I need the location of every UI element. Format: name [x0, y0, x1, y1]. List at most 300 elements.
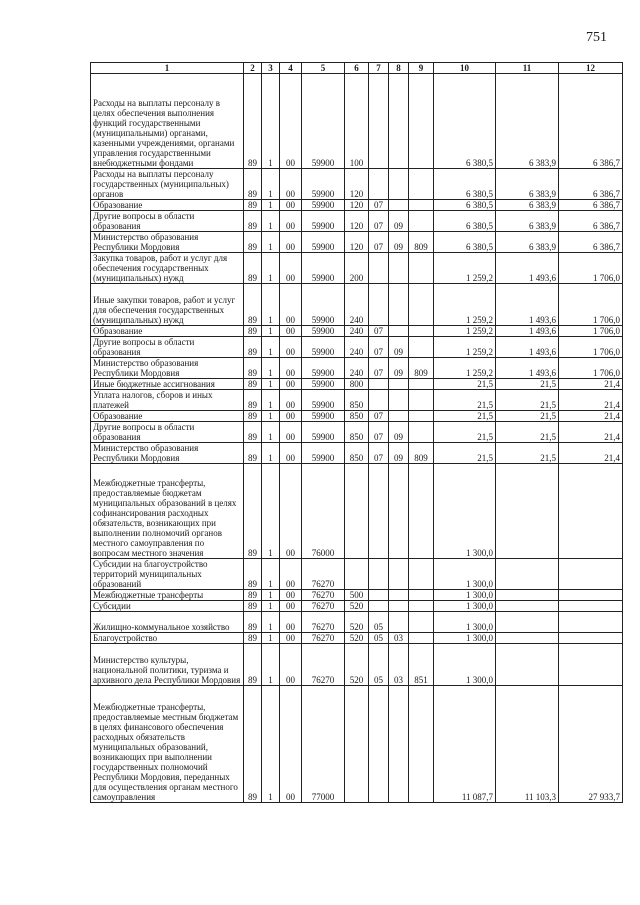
value-cell-col-11: 11 103,3 — [496, 686, 559, 803]
row-name-cell: Уплата налогов, сборов и иных платежей — [91, 390, 244, 411]
value-cell-col-7: 05 — [369, 633, 389, 644]
value-cell-col-2: 89 — [244, 633, 262, 644]
value-cell-col-10: 21,5 — [434, 379, 496, 390]
value-cell-col-12: 21,4 — [559, 390, 623, 411]
value-cell-col-7: 07 — [369, 337, 389, 358]
value-cell-col-6: 120 — [345, 232, 369, 253]
value-cell-col-2: 89 — [244, 390, 262, 411]
value-cell-col-6: 500 — [345, 590, 369, 601]
value-cell-col-3: 1 — [262, 169, 280, 200]
value-cell-col-12: 1 706,0 — [559, 337, 623, 358]
value-cell-col-6: 520 — [345, 644, 369, 686]
value-cell-col-4: 00 — [280, 390, 302, 411]
value-cell-col-3: 1 — [262, 379, 280, 390]
column-header-6: 6 — [345, 63, 369, 74]
value-cell-col-7: 05 — [369, 612, 389, 633]
row-name-cell: Расходы на выплаты персоналу в целях обеспечения выполнения функций государственными (муниципальными) органами, казенными учреждениями, органами управления государственными внебюджетными фондами — [91, 74, 244, 169]
row-name-cell: Образование — [91, 326, 244, 337]
value-cell-col-8 — [389, 601, 409, 612]
value-cell-col-5: 59900 — [302, 390, 345, 411]
column-header-9: 9 — [409, 63, 434, 74]
value-cell-col-3: 1 — [262, 443, 280, 464]
column-header-5: 5 — [302, 63, 345, 74]
value-cell-col-3: 1 — [262, 644, 280, 686]
value-cell-col-12 — [559, 590, 623, 601]
value-cell-col-8 — [389, 686, 409, 803]
value-cell-col-11 — [496, 559, 559, 590]
row-name-cell: Министерство образования Республики Мордовия — [91, 443, 244, 464]
value-cell-col-11: 6 383,9 — [496, 74, 559, 169]
value-cell-col-9 — [409, 559, 434, 590]
value-cell-col-5: 59900 — [302, 74, 345, 169]
table-row — [91, 559, 623, 590]
value-cell-col-3: 1 — [262, 326, 280, 337]
value-cell-col-3: 1 — [262, 601, 280, 612]
value-cell-col-7: 07 — [369, 232, 389, 253]
value-cell-col-6: 850 — [345, 422, 369, 443]
value-cell-col-5: 76270 — [302, 590, 345, 601]
row-name-cell: Иные закупки товаров, работ и услуг для обеспечения государственных (муниципальных) нужд — [91, 284, 244, 326]
value-cell-col-8 — [389, 379, 409, 390]
value-cell-col-2: 89 — [244, 464, 262, 559]
value-cell-col-4: 00 — [280, 633, 302, 644]
value-cell-col-7 — [369, 169, 389, 200]
value-cell-col-8 — [389, 612, 409, 633]
value-cell-col-3: 1 — [262, 612, 280, 633]
row-name-cell: Образование — [91, 200, 244, 211]
value-cell-col-7 — [369, 590, 389, 601]
value-cell-col-12: 6 386,7 — [559, 232, 623, 253]
value-cell-col-10: 1 259,2 — [434, 284, 496, 326]
page-number: 751 — [586, 30, 607, 45]
value-cell-col-11: 1 493,6 — [496, 284, 559, 326]
value-cell-col-8 — [389, 590, 409, 601]
row-name-cell: Субсидии — [91, 601, 244, 612]
value-cell-col-2: 89 — [244, 169, 262, 200]
value-cell-col-6: 850 — [345, 411, 369, 422]
value-cell-col-8 — [389, 411, 409, 422]
value-cell-col-5: 76270 — [302, 559, 345, 590]
table-row — [91, 411, 623, 422]
table-row — [91, 443, 623, 464]
value-cell-col-7: 07 — [369, 211, 389, 232]
value-cell-col-7: 07 — [369, 326, 389, 337]
value-cell-col-6: 240 — [345, 326, 369, 337]
table-row — [91, 284, 623, 326]
value-cell-col-9 — [409, 284, 434, 326]
value-cell-col-9 — [409, 633, 434, 644]
value-cell-col-7: 07 — [369, 200, 389, 211]
value-cell-col-7: 07 — [369, 411, 389, 422]
value-cell-col-4: 00 — [280, 422, 302, 443]
value-cell-col-5: 76000 — [302, 464, 345, 559]
value-cell-col-11 — [496, 601, 559, 612]
value-cell-col-5: 59900 — [302, 358, 345, 379]
value-cell-col-6: 120 — [345, 200, 369, 211]
value-cell-col-6: 200 — [345, 253, 369, 284]
value-cell-col-2: 89 — [244, 358, 262, 379]
value-cell-col-12: 1 706,0 — [559, 358, 623, 379]
value-cell-col-9 — [409, 337, 434, 358]
value-cell-col-3: 1 — [262, 390, 280, 411]
value-cell-col-6: 520 — [345, 633, 369, 644]
value-cell-col-9 — [409, 411, 434, 422]
value-cell-col-9 — [409, 326, 434, 337]
value-cell-col-4: 00 — [280, 232, 302, 253]
value-cell-col-5: 59900 — [302, 211, 345, 232]
table-row — [91, 232, 623, 253]
value-cell-col-6: 240 — [345, 284, 369, 326]
value-cell-col-3: 1 — [262, 200, 280, 211]
value-cell-col-10: 11 087,7 — [434, 686, 496, 803]
value-cell-col-2: 89 — [244, 644, 262, 686]
value-cell-col-2: 89 — [244, 232, 262, 253]
value-cell-col-2: 89 — [244, 686, 262, 803]
value-cell-col-3: 1 — [262, 464, 280, 559]
value-cell-col-11: 21,5 — [496, 379, 559, 390]
value-cell-col-8: 09 — [389, 211, 409, 232]
column-header-7: 7 — [369, 63, 389, 74]
value-cell-col-11: 1 493,6 — [496, 358, 559, 379]
column-header-8: 8 — [389, 63, 409, 74]
value-cell-col-8: 03 — [389, 633, 409, 644]
value-cell-col-9: 809 — [409, 358, 434, 379]
value-cell-col-12: 21,4 — [559, 411, 623, 422]
column-header-3: 3 — [262, 63, 280, 74]
value-cell-col-2: 89 — [244, 326, 262, 337]
value-cell-col-7: 05 — [369, 644, 389, 686]
value-cell-col-9 — [409, 390, 434, 411]
value-cell-col-6: 520 — [345, 601, 369, 612]
value-cell-col-10: 6 380,5 — [434, 169, 496, 200]
value-cell-col-3: 1 — [262, 337, 280, 358]
row-name-cell: Межбюджетные трансферты, предоставляемые бюджетам муниципальных образований в целях софинансирования расходных обязательств, возникающих при выполнении полномочий органов местного самоуправления по вопросам местного значения — [91, 464, 244, 559]
value-cell-col-4: 00 — [280, 284, 302, 326]
value-cell-col-5: 59900 — [302, 379, 345, 390]
table-body — [91, 74, 623, 803]
value-cell-col-2: 89 — [244, 590, 262, 601]
value-cell-col-10: 6 380,5 — [434, 200, 496, 211]
value-cell-col-3: 1 — [262, 211, 280, 232]
value-cell-col-10: 6 380,5 — [434, 211, 496, 232]
row-name-cell: Межбюджетные трансферты — [91, 590, 244, 601]
value-cell-col-4: 00 — [280, 612, 302, 633]
table-row — [91, 211, 623, 232]
value-cell-col-7 — [369, 74, 389, 169]
value-cell-col-6: 240 — [345, 358, 369, 379]
row-name-cell: Межбюджетные трансферты, предоставляемые местным бюджетам в целях финансового обеспечения расходных обязательств муниципальных образований, возникающих при выполнении государственных полномочий Республики Мордовия, переданных для осуществления органам местного самоуправления — [91, 686, 244, 803]
value-cell-col-10: 1 259,2 — [434, 326, 496, 337]
value-cell-col-5: 59900 — [302, 443, 345, 464]
value-cell-col-8 — [389, 390, 409, 411]
value-cell-col-12: 6 386,7 — [559, 169, 623, 200]
table-row — [91, 74, 623, 169]
value-cell-col-10: 1 259,2 — [434, 358, 496, 379]
value-cell-col-4: 00 — [280, 253, 302, 284]
value-cell-col-12: 1 706,0 — [559, 253, 623, 284]
table-row — [91, 633, 623, 644]
value-cell-col-4: 00 — [280, 74, 302, 169]
column-header-12: 12 — [559, 63, 623, 74]
value-cell-col-3: 1 — [262, 590, 280, 601]
value-cell-col-9 — [409, 464, 434, 559]
value-cell-col-10: 1 300,0 — [434, 559, 496, 590]
value-cell-col-7 — [369, 686, 389, 803]
value-cell-col-10: 1 300,0 — [434, 644, 496, 686]
value-cell-col-5: 59900 — [302, 284, 345, 326]
value-cell-col-8: 03 — [389, 644, 409, 686]
value-cell-col-12: 21,4 — [559, 443, 623, 464]
value-cell-col-11: 21,5 — [496, 443, 559, 464]
value-cell-col-10: 21,5 — [434, 422, 496, 443]
table-row — [91, 590, 623, 601]
value-cell-col-5: 59900 — [302, 232, 345, 253]
value-cell-col-7 — [369, 559, 389, 590]
value-cell-col-10: 1 300,0 — [434, 633, 496, 644]
value-cell-col-7: 07 — [369, 422, 389, 443]
value-cell-col-12: 27 933,7 — [559, 686, 623, 803]
value-cell-col-2: 89 — [244, 443, 262, 464]
value-cell-col-11: 6 383,9 — [496, 211, 559, 232]
table-row — [91, 644, 623, 686]
value-cell-col-9 — [409, 211, 434, 232]
value-cell-col-5: 59900 — [302, 337, 345, 358]
value-cell-col-4: 00 — [280, 326, 302, 337]
value-cell-col-9 — [409, 74, 434, 169]
value-cell-col-6: 520 — [345, 612, 369, 633]
table-row — [91, 464, 623, 559]
value-cell-col-3: 1 — [262, 633, 280, 644]
budget-table — [90, 62, 623, 803]
value-cell-col-9 — [409, 612, 434, 633]
value-cell-col-9: 851 — [409, 644, 434, 686]
value-cell-col-4: 00 — [280, 559, 302, 590]
value-cell-col-10: 1 300,0 — [434, 464, 496, 559]
value-cell-col-10: 1 259,2 — [434, 337, 496, 358]
value-cell-col-12 — [559, 559, 623, 590]
value-cell-col-4: 00 — [280, 443, 302, 464]
value-cell-col-2: 89 — [244, 74, 262, 169]
value-cell-col-6 — [345, 686, 369, 803]
value-cell-col-3: 1 — [262, 284, 280, 326]
value-cell-col-7: 07 — [369, 443, 389, 464]
value-cell-col-7 — [369, 253, 389, 284]
value-cell-col-11: 6 383,9 — [496, 169, 559, 200]
value-cell-col-12 — [559, 644, 623, 686]
value-cell-col-11 — [496, 590, 559, 601]
value-cell-col-7 — [369, 390, 389, 411]
value-cell-col-6: 800 — [345, 379, 369, 390]
value-cell-col-11: 21,5 — [496, 390, 559, 411]
value-cell-col-2: 89 — [244, 612, 262, 633]
value-cell-col-12: 6 386,7 — [559, 200, 623, 211]
value-cell-col-3: 1 — [262, 411, 280, 422]
value-cell-col-4: 00 — [280, 590, 302, 601]
value-cell-col-5: 59900 — [302, 411, 345, 422]
table-row — [91, 253, 623, 284]
value-cell-col-6 — [345, 464, 369, 559]
value-cell-col-3: 1 — [262, 358, 280, 379]
table-row — [91, 358, 623, 379]
table-row — [91, 169, 623, 200]
value-cell-col-7 — [369, 601, 389, 612]
value-cell-col-8: 09 — [389, 232, 409, 253]
value-cell-col-12: 6 386,7 — [559, 74, 623, 169]
value-cell-col-5: 59900 — [302, 200, 345, 211]
value-cell-col-8: 09 — [389, 358, 409, 379]
value-cell-col-11: 21,5 — [496, 411, 559, 422]
row-name-cell: Жилищно-коммунальное хозяйство — [91, 612, 244, 633]
row-name-cell: Другие вопросы в области образования — [91, 337, 244, 358]
value-cell-col-10: 6 380,5 — [434, 74, 496, 169]
value-cell-col-8 — [389, 74, 409, 169]
value-cell-col-5: 59900 — [302, 169, 345, 200]
value-cell-col-2: 89 — [244, 284, 262, 326]
value-cell-col-9 — [409, 379, 434, 390]
value-cell-col-9 — [409, 169, 434, 200]
value-cell-col-8: 09 — [389, 337, 409, 358]
value-cell-col-8 — [389, 559, 409, 590]
value-cell-col-3: 1 — [262, 422, 280, 443]
table-row — [91, 337, 623, 358]
row-name-cell: Иные бюджетные ассигнования — [91, 379, 244, 390]
value-cell-col-8: 09 — [389, 443, 409, 464]
value-cell-col-11: 1 493,6 — [496, 253, 559, 284]
value-cell-col-11: 1 493,6 — [496, 337, 559, 358]
value-cell-col-8 — [389, 464, 409, 559]
value-cell-col-12 — [559, 601, 623, 612]
value-cell-col-2: 89 — [244, 337, 262, 358]
value-cell-col-11 — [496, 633, 559, 644]
row-name-cell: Благоустройство — [91, 633, 244, 644]
column-header-2: 2 — [244, 63, 262, 74]
value-cell-col-6: 100 — [345, 74, 369, 169]
value-cell-col-8 — [389, 326, 409, 337]
table-row — [91, 686, 623, 803]
value-cell-col-12: 6 386,7 — [559, 211, 623, 232]
table-row — [91, 612, 623, 633]
value-cell-col-2: 89 — [244, 411, 262, 422]
row-name-cell: Другие вопросы в области образования — [91, 422, 244, 443]
value-cell-col-2: 89 — [244, 211, 262, 232]
value-cell-col-5: 76270 — [302, 644, 345, 686]
value-cell-col-10: 1 259,2 — [434, 253, 496, 284]
value-cell-col-7: 07 — [369, 358, 389, 379]
value-cell-col-7 — [369, 284, 389, 326]
column-header-4: 4 — [280, 63, 302, 74]
value-cell-col-2: 89 — [244, 422, 262, 443]
value-cell-col-11: 1 493,6 — [496, 326, 559, 337]
value-cell-col-2: 89 — [244, 601, 262, 612]
value-cell-col-10: 1 300,0 — [434, 612, 496, 633]
value-cell-col-3: 1 — [262, 559, 280, 590]
value-cell-col-12 — [559, 612, 623, 633]
value-cell-col-3: 1 — [262, 686, 280, 803]
table-row — [91, 326, 623, 337]
value-cell-col-6: 850 — [345, 390, 369, 411]
row-name-cell: Субсидии на благоустройство территорий муниципальных образований — [91, 559, 244, 590]
value-cell-col-9 — [409, 200, 434, 211]
value-cell-col-8 — [389, 284, 409, 326]
value-cell-col-9 — [409, 253, 434, 284]
value-cell-col-12: 21,4 — [559, 379, 623, 390]
row-name-cell: Министерство образования Республики Мордовия — [91, 232, 244, 253]
value-cell-col-4: 00 — [280, 379, 302, 390]
column-header-11: 11 — [496, 63, 559, 74]
value-cell-col-4: 00 — [280, 686, 302, 803]
value-cell-col-2: 89 — [244, 379, 262, 390]
value-cell-col-6: 850 — [345, 443, 369, 464]
value-cell-col-2: 89 — [244, 200, 262, 211]
row-name-cell: Другие вопросы в области образования — [91, 211, 244, 232]
value-cell-col-4: 00 — [280, 169, 302, 200]
table-row — [91, 422, 623, 443]
value-cell-col-4: 00 — [280, 411, 302, 422]
value-cell-col-8 — [389, 169, 409, 200]
value-cell-col-8: 09 — [389, 422, 409, 443]
value-cell-col-9 — [409, 422, 434, 443]
value-cell-col-6: 120 — [345, 169, 369, 200]
row-name-cell: Министерство образования Республики Мордовия — [91, 358, 244, 379]
value-cell-col-9 — [409, 601, 434, 612]
value-cell-col-5: 76270 — [302, 601, 345, 612]
value-cell-col-5: 76270 — [302, 612, 345, 633]
value-cell-col-4: 00 — [280, 644, 302, 686]
value-cell-col-10: 21,5 — [434, 411, 496, 422]
column-header-1: 1 — [91, 63, 244, 74]
row-name-cell: Расходы на выплаты персоналу государственных (муниципальных) органов — [91, 169, 244, 200]
value-cell-col-6: 240 — [345, 337, 369, 358]
value-cell-col-3: 1 — [262, 253, 280, 284]
value-cell-col-4: 00 — [280, 211, 302, 232]
row-name-cell: Закупка товаров, работ и услуг для обеспечения государственных (муниципальных) нужд — [91, 253, 244, 284]
value-cell-col-9 — [409, 590, 434, 601]
value-cell-col-5: 77000 — [302, 686, 345, 803]
table-row — [91, 379, 623, 390]
header-row — [91, 63, 623, 74]
value-cell-col-8 — [389, 200, 409, 211]
table-row — [91, 390, 623, 411]
value-cell-col-11: 6 383,9 — [496, 232, 559, 253]
value-cell-col-3: 1 — [262, 232, 280, 253]
value-cell-col-4: 00 — [280, 337, 302, 358]
value-cell-col-4: 00 — [280, 601, 302, 612]
column-header-10: 10 — [434, 63, 496, 74]
value-cell-col-5: 76270 — [302, 633, 345, 644]
table-row — [91, 601, 623, 612]
value-cell-col-12 — [559, 633, 623, 644]
value-cell-col-6 — [345, 559, 369, 590]
value-cell-col-12 — [559, 464, 623, 559]
value-cell-col-12: 1 706,0 — [559, 326, 623, 337]
value-cell-col-10: 21,5 — [434, 443, 496, 464]
value-cell-col-5: 59900 — [302, 326, 345, 337]
value-cell-col-10: 1 300,0 — [434, 590, 496, 601]
value-cell-col-2: 89 — [244, 253, 262, 284]
value-cell-col-10: 1 300,0 — [434, 601, 496, 612]
value-cell-col-2: 89 — [244, 559, 262, 590]
value-cell-col-10: 6 380,5 — [434, 232, 496, 253]
value-cell-col-12: 1 706,0 — [559, 284, 623, 326]
value-cell-col-11 — [496, 612, 559, 633]
value-cell-col-12: 21,4 — [559, 422, 623, 443]
value-cell-col-4: 00 — [280, 464, 302, 559]
value-cell-col-11 — [496, 464, 559, 559]
value-cell-col-11: 21,5 — [496, 422, 559, 443]
value-cell-col-6: 120 — [345, 211, 369, 232]
value-cell-col-11: 6 383,9 — [496, 200, 559, 211]
value-cell-col-7 — [369, 464, 389, 559]
